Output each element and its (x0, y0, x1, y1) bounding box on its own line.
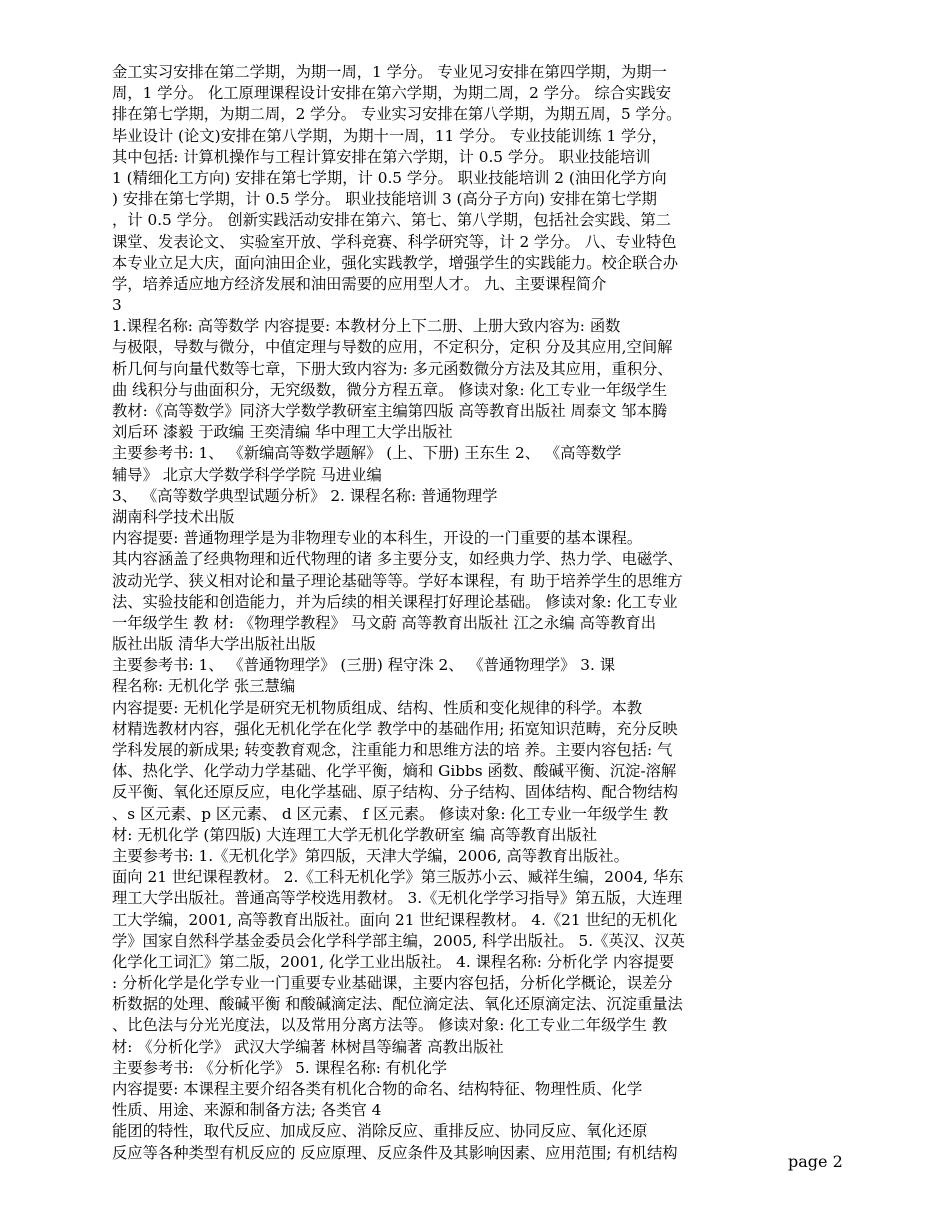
text-line: 反应等各种类型有机反应的 反应原理、反应条件及其影响因素、应用范围; 有机结构 (112, 1143, 678, 1162)
document-body (112, 62, 812, 1164)
text-line: 辅导》 北京大学数学科学学院 马进业编 (112, 465, 382, 484)
text-line: 学科发展的新成果; 转变教育观念，注重能力和思维方法的培 养。主要内容包括: 气 (112, 741, 673, 759)
text-line: 3 (112, 296, 122, 315)
text-line: 析数据的处理、酸碱平衡 和酸碱滴定法、配位滴定法、氧化还原滴定法、沉淀重量法 (112, 995, 683, 1014)
text-line: 曲 线积分与曲面积分，无究级数，微分方程五章。 修读对象: 化工专业一年级学生 (112, 380, 668, 399)
text-line: 版社出版 清华大学出版社出版 (112, 635, 316, 654)
text-line: 波动光学、狭义相对论和量子理论基础等等。学好本课程，有 助于培养学生的思维方 (112, 571, 683, 590)
text-line: 主要参考书: 1.《无机化学》第四版，天津大学编，2006, 高等教育出版社。 (112, 846, 629, 865)
text-line: 与极限，导数与微分，中值定理与导数的应用，不定积分，定积 分及其应用,空间解 (112, 338, 673, 357)
text-line: 材: 《分析化学》 武汉大学编著 林树昌等编著 高教出版社 (112, 1037, 504, 1056)
text-line: 性质、用途、来源和制备方法; 各类官 4 (112, 1101, 382, 1120)
text-line: 主要参考书: 《分析化学》 5. 课程名称: 有机化学 (112, 1058, 447, 1077)
text-line: 3、 《高等数学典型试题分析》 2. 课程名称: 普通物理学 (112, 486, 498, 505)
text-line: 一年级学生 教 材: 《物理学教程》 马文蔚 高等教育出版社 江之永编 高等教育出 (112, 613, 656, 632)
text-line: 材精选教材内容，强化无机化学在化学 教学中的基础作用; 拓宽知识范畴，充分反映 (112, 719, 678, 738)
text-line: 、s 区元素、p 区元素、 d 区元素、 f 区元素。 修读对象: 化工专业一年级学生 教 (112, 804, 669, 823)
text-line: 析几何与向量代数等七章，下册大致内容为: 多元函数微分方法及其应用，重积分、 (112, 359, 673, 378)
text-line: 其内容涵盖了经典物理和近代物理的诸 多主要分支，如经典力学、热力学、电磁学、 (112, 550, 683, 569)
text-line: 学，培养适应地方经济发展和油田需要的应用型人才。 九、主要课程简介 (112, 274, 607, 293)
text-line: 教材:《高等数学》同济大学数学教研室主编第四版 高等教育出版社 周泰文 邹本腾 (112, 402, 668, 420)
text-line: ) 安排在第七学期，计 0.5 学分。 职业技能培训 3 (高分子方向) 安排在第七学期 (112, 190, 657, 209)
text-line: 材: 无机化学 (第四版) 大连理工大学无机化学教研室 编 高等教育出版社 (112, 825, 598, 844)
text-line: 1.课程名称: 高等数学 内容提要: 本教材分上下二册、上册大致内容为: 函数 (112, 317, 621, 336)
text-line: 金工实习安排在第二学期，为期一周，1 学分。 专业见习安排在第四学期，为期一 (112, 63, 667, 81)
text-line: 理工大学出版社。普通高等学校选用教材。 3.《无机化学学习指导》第五版，大连理 (112, 889, 683, 908)
text-line: : 分析化学是化学专业一门重要专业基础课，主要内容包括，分析化学概论，误差分 (112, 974, 673, 993)
text-line: 刘后环 漆毅 于政编 王奕清编 华中理工大学出版社 (112, 423, 453, 442)
text-line: 主要参考书: 1、 《新编高等数学题解》 (上、下册) 王东生 2、 《高等数学 (112, 444, 622, 463)
text-line: 排在第七学期，为期二周，2 学分。 专业实习安排在第八学期，为期五周，5 学分。 (112, 105, 682, 124)
text-line: 课堂、发表论文、 实验室开放、学科竞赛、科学研究等，计 2 学分。 八、专业特色 (112, 232, 677, 251)
text-line: 其中包括: 计算机操作与工程计算安排在第六学期，计 0.5 学分。 职业技能培训 (112, 147, 651, 166)
text-line: 内容提要: 无机化学是研究无机物质组成、结构、性质和变化规律的科学。本教 (112, 698, 643, 717)
text-line: 化学化工词汇》第二版，2001, 化学工业出版社。 4. 课程名称: 分析化学 内容提要 (112, 952, 675, 971)
text-line: 内容提要: 普通物理学是为非物理专业的本科生，开设的一门重要的基本课程。 (112, 529, 643, 548)
text-line: 毕业设计 (论文)安排在第八学期，为期十一周，11 学分。 专业技能训练 1 学分， (112, 126, 667, 145)
text-line: 湖南科学技术出版 (112, 507, 235, 526)
text-line: 法、实验技能和创造能力，并为后续的相关课程打好理论基础。 修读对象: 化工专业 (112, 592, 678, 611)
text-line: 、比色法与分光光度法，以及常用分离方法等。 修读对象: 化工专业二年级学生 教 (112, 1016, 668, 1035)
text-line: 本专业立足大庆，面向油田企业，强化实践教学，增强学生的实践能力。校企联合办 (112, 253, 678, 272)
text-line: 反平衡、氧化还原反应，电化学基础、原子结构、分子结构、固体结构、配合物结构 (112, 783, 678, 802)
text-line: 工大学编，2001, 高等教育出版社。面向 21 世纪课程教材。 4.《21 世纪的无机化 (112, 910, 678, 929)
text-line: 程名称: 无机化学 张三慧编 (112, 677, 296, 696)
text-line: 内容提要: 本课程主要介绍各类有机化合物的命名、结构特征、物理性质、化学 (112, 1080, 643, 1098)
text-line: 学》国家自然科学基金委员会化学科学部主编，2005, 科学出版社。 5.《英汉、汉英 (112, 931, 685, 950)
text-line: ，计 0.5 学分。 创新实践活动安排在第六、第七、第八学期，包括社会实践、第二 (112, 211, 672, 230)
page-number: page 2 (788, 1152, 843, 1171)
text-line: 1 (精细化工方向) 安排在第七学期，计 0.5 学分。 职业技能培训 2 (油田化学方向 (112, 168, 667, 187)
text-line: 面向 21 世纪课程教材。 2.《工科无机化学》第三版苏小云、臧祥生编，2004, 华东 (112, 868, 684, 887)
text-line: 周，1 学分。 化工原理课程设计安排在第六学期，为期二周，2 学分。 综合实践安 (112, 84, 672, 103)
text-line: 能团的特性，取代反应、加成反应、消除反应、重排反应、协同反应、氧化还原 (112, 1122, 648, 1141)
text-line: 体、热化学、化学动力学基础、化学平衡，熵和 Gibbs 函数、酸碱平衡、沉淀-溶解 (112, 762, 677, 781)
text-line: 主要参考书: 1、 《普通物理学》 (三册) 程守洙 2、 《普通物理学》 3. 课 (112, 656, 616, 675)
